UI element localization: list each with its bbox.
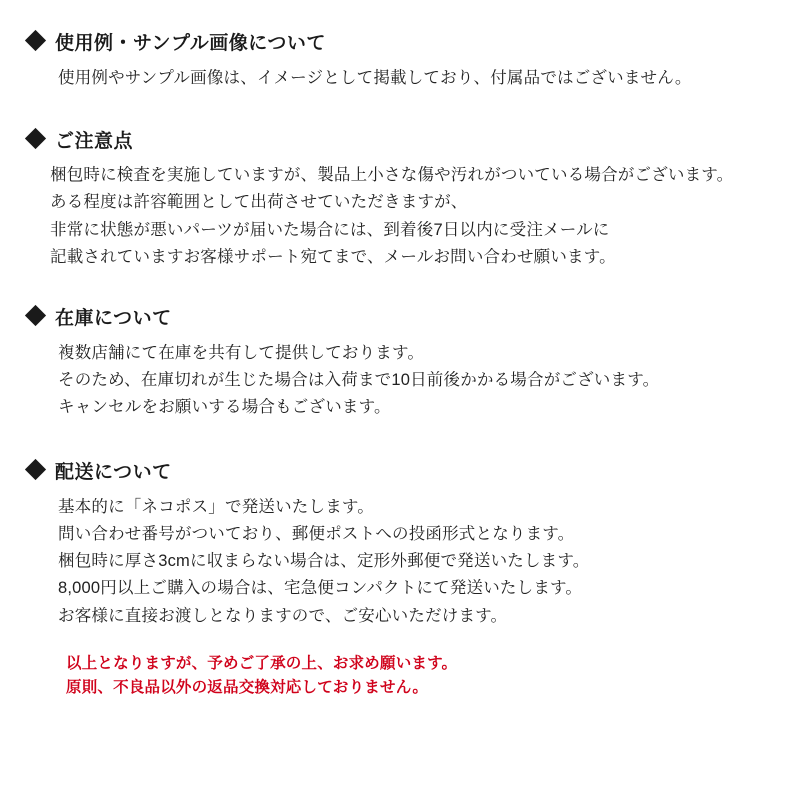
- body-line: 問い合わせ番号がついており、郵便ポストへの投函形式となります。: [58, 524, 575, 543]
- body-line: 基本的に「ネコポス」で発送いたします。: [58, 497, 374, 516]
- body-line: そのため、在庫切れが生じた場合は入荷まで10日前後かかる場合がございます。: [58, 370, 660, 389]
- diamond-bullet-icon: [25, 459, 46, 480]
- section-heading: [28, 305, 772, 334]
- body-line: 使用例やサンプル画像は、イメージとして掲載しており、付属品ではございません。: [58, 68, 692, 87]
- section-sample-images: [28, 30, 772, 92]
- section-body: [28, 65, 772, 92]
- body-line: 梱包時に厚さ3cmに収まらない場合は、定形外郵便で発送いたします。: [58, 552, 590, 571]
- section-body: [28, 162, 772, 271]
- section-heading-label: 使用例・サンプル画像について: [55, 33, 326, 54]
- section-heading: [28, 30, 772, 59]
- body-line: 8,000円以上ご購入の場合は、宅急便コンパクトにて発送いたします。: [58, 579, 583, 598]
- diamond-bullet-icon: [25, 30, 46, 51]
- section-body: [28, 494, 772, 630]
- section-shipping: [28, 459, 772, 630]
- diamond-bullet-icon: [25, 305, 46, 326]
- section-heading: [28, 128, 772, 157]
- body-line: 梱包時に検査を実施していますが、製品上小さな傷や汚れがついている場合がございます。: [50, 166, 734, 185]
- diamond-bullet-icon: [25, 128, 46, 149]
- body-line: 非常に状態が悪いパーツが届いた場合には、到着後7日以内に受注メールに: [50, 220, 610, 239]
- section-heading-label: 在庫について: [55, 308, 172, 330]
- section-body: [28, 340, 772, 422]
- body-line: 記載されていますお客様サポート宛てまで、メールお問い合わせ願います。: [50, 247, 616, 266]
- body-line: ある程度は許容範囲として出荷させていただきますが、: [50, 193, 468, 212]
- spacer: [28, 98, 772, 128]
- section-stock: [28, 305, 772, 421]
- spacer: [28, 427, 772, 459]
- notice-block: [28, 652, 772, 700]
- section-cautions: [28, 128, 772, 271]
- section-heading-label: 配送について: [55, 462, 172, 484]
- section-heading-label: ご注意点: [55, 130, 134, 152]
- body-line: お客様に直接お渡しとなりますので、ご安心いただけます。: [58, 606, 508, 625]
- section-heading: [28, 459, 772, 488]
- body-line: 複数店舗にて在庫を共有して提供しております。: [58, 343, 425, 362]
- notice-line: 以上となりますが、予めご了承の上、お求め願います。: [66, 654, 458, 672]
- spacer: [28, 277, 772, 305]
- notice-line: 原則、不良品以外の返品交換対応しておりません。: [66, 678, 429, 696]
- body-line: キャンセルをお願いする場合もございます。: [58, 398, 391, 417]
